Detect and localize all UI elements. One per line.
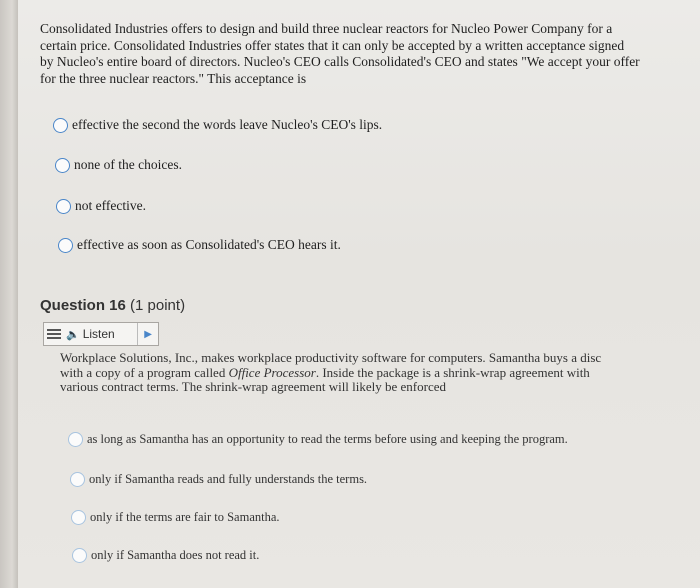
option-label: effective as soon as Consolidated's CEO hears it.: [77, 237, 341, 252]
radio-button[interactable]: [58, 238, 73, 253]
q16-option-2[interactable]: [70, 472, 367, 487]
quiz-page: [18, 0, 700, 588]
menu-icon[interactable]: [44, 323, 64, 345]
radio-button[interactable]: [53, 118, 68, 133]
q16-option-4[interactable]: [72, 548, 259, 563]
prompt-program-name: Office Processor: [228, 364, 316, 380]
option-label: effective the second the words leave Nucleo's CEO's lips.: [72, 117, 383, 132]
radio-button[interactable]: [72, 548, 87, 563]
radio-button[interactable]: [71, 510, 86, 525]
radio-button[interactable]: [55, 158, 70, 173]
option-label: none of the choices.: [74, 157, 182, 172]
option-label: only if Samantha does not read it.: [91, 548, 260, 562]
q15-option-2[interactable]: [55, 157, 182, 173]
listen-toolbar: [43, 322, 159, 346]
q15-option-3[interactable]: [56, 198, 146, 214]
left-edge-bar: [0, 0, 20, 588]
q16-option-3[interactable]: [71, 510, 280, 525]
option-label: only if Samantha reads and fully understands the terms.: [89, 472, 368, 486]
question-16-prompt: [60, 351, 625, 395]
question-16-title: [40, 297, 185, 314]
speaker-icon: 🔈: [66, 328, 80, 341]
play-icon[interactable]: ▶: [137, 323, 158, 345]
option-label: not effective.: [75, 198, 146, 213]
radio-button[interactable]: [56, 199, 71, 214]
option-label: as long as Samantha has an opportunity to read the terms before using and keeping the program.: [87, 432, 568, 446]
option-label: only if the terms are fair to Samantha.: [90, 510, 280, 524]
q15-option-4[interactable]: [58, 237, 341, 253]
question-points: (1 point): [130, 297, 186, 314]
radio-button[interactable]: [68, 432, 83, 447]
q16-option-1[interactable]: [68, 432, 568, 447]
question-15-prompt: Consolidated Industries offers to design and build three nuclear reactors for Nucleo Power Company for a certain price. Consolidated Industries offer states that it can only be accepted by a written acceptance signed by Nucleo's entire board of directors. Nucleo's CEO calls Consolidated's CEO and states "We accept your offer for the three nuclear reactors." This acceptance is: [40, 21, 640, 86]
prompt-text-2: . Inside the package is a shrink-wrap agreement with various contract terms. The shrink-wrap agreement will likely be enforced: [60, 364, 590, 394]
prompt-text-1: Workplace Solutions, Inc., makes workplace productivity software for computers. Samantha buys a disc with a copy of a program called: [60, 350, 602, 380]
q15-option-1[interactable]: [53, 117, 382, 133]
listen-button-label[interactable]: Listen: [82, 327, 115, 341]
radio-button[interactable]: [70, 472, 85, 487]
question-number: Question 16: [40, 297, 126, 314]
